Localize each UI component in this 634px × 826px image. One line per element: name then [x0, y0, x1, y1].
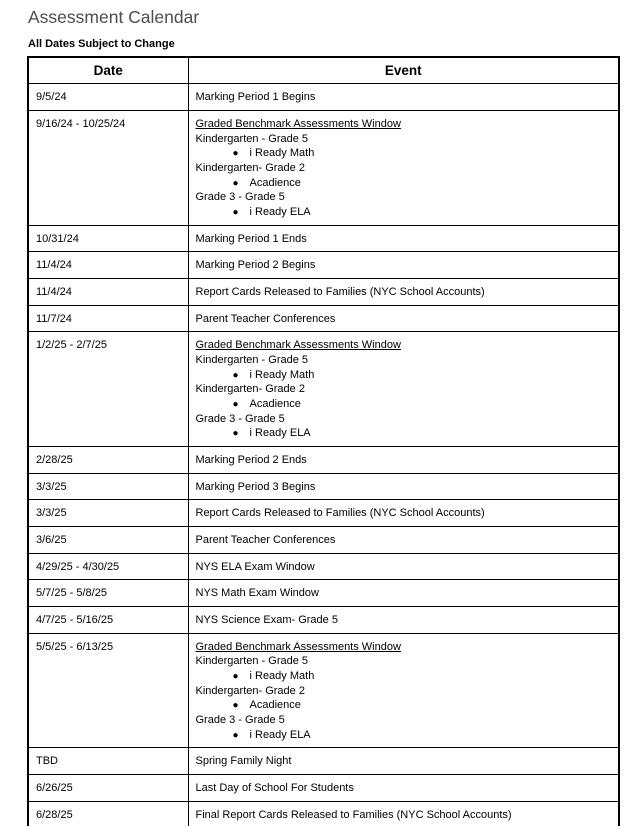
event-text: NYS Science Exam- Grade 5 [195, 614, 338, 627]
bullet-line [196, 368, 612, 383]
event-cell [188, 225, 619, 252]
table-row [28, 473, 619, 500]
event-text: NYS ELA Exam Window [195, 560, 315, 573]
date-cell: 5/7/25 - 5/8/25 [28, 580, 188, 607]
benchmark-heading: Graded Benchmark Assessments Window [195, 339, 401, 352]
table-row [28, 447, 619, 474]
table-row [28, 527, 619, 554]
bullet-line [196, 176, 612, 191]
bullet-line [196, 205, 612, 220]
grade-group-label: Grade 3 - Grade 5 [195, 191, 285, 204]
event-text: Final Report Cards Released to Families (NYC School Accounts) [195, 808, 512, 821]
calendar-table-body [28, 84, 619, 826]
table-row [28, 775, 619, 802]
event-cell [188, 527, 619, 554]
bullet-item-text: Acadience [249, 699, 301, 712]
grade-group-label: Kindergarten - Grade 5 [195, 354, 309, 367]
table-row [28, 332, 619, 447]
bullet-line [196, 728, 612, 743]
bullet-icon: ● [232, 177, 239, 189]
event-cell [188, 775, 619, 802]
bullet-item-text: Acadience [249, 176, 301, 189]
bullet-item-text: i Ready Math [249, 147, 315, 160]
event-cell [188, 607, 619, 634]
table-row [28, 748, 619, 775]
bullet-item-text: i Ready ELA [249, 427, 311, 440]
date-cell: 10/31/24 [28, 225, 188, 252]
assessment-calendar-table [27, 56, 620, 826]
event-cell [188, 447, 619, 474]
event-cell [188, 110, 619, 225]
table-row [28, 500, 619, 527]
bullet-line [196, 146, 612, 161]
bullet-icon: ● [232, 700, 239, 712]
event-cell [188, 633, 619, 748]
event-text: Marking Period 3 Begins [195, 480, 316, 493]
date-cell: 6/28/25 [28, 801, 188, 826]
bullet-item-text: Acadience [249, 398, 301, 411]
event-column-header: Event [188, 57, 619, 84]
bullet-icon: ● [232, 207, 239, 219]
event-text: Marking Period 2 Ends [195, 454, 307, 467]
table-row [28, 633, 619, 748]
date-cell: 11/4/24 [28, 252, 188, 279]
date-cell: 11/4/24 [28, 279, 188, 306]
date-column-header: Date [28, 57, 188, 84]
event-text: Parent Teacher Conferences [195, 312, 336, 325]
event-cell [188, 252, 619, 279]
date-cell: 2/28/25 [28, 447, 188, 474]
table-row [28, 279, 619, 306]
date-cell: 3/3/25 [28, 473, 188, 500]
event-cell [188, 748, 619, 775]
event-cell [188, 473, 619, 500]
bullet-item-text: i Ready Math [249, 368, 315, 381]
event-text: Marking Period 1 Ends [195, 232, 307, 245]
table-row [28, 84, 619, 111]
table-header-row [28, 57, 619, 84]
bullet-icon: ● [232, 148, 239, 160]
event-cell [188, 580, 619, 607]
event-text: Parent Teacher Conferences [195, 534, 336, 547]
event-cell [188, 305, 619, 332]
date-cell: 11/7/24 [28, 305, 188, 332]
date-cell: 5/5/25 - 6/13/25 [28, 633, 188, 748]
benchmark-heading: Graded Benchmark Assessments Window [195, 640, 401, 653]
table-row [28, 252, 619, 279]
event-text: Marking Period 1 Begins [195, 91, 316, 104]
date-cell: 3/3/25 [28, 500, 188, 527]
page-subtitle: All Dates Subject to Change [28, 38, 175, 51]
bullet-line [196, 698, 612, 713]
event-cell [188, 801, 619, 826]
table-row [28, 305, 619, 332]
bullet-icon: ● [232, 428, 239, 440]
event-text: Report Cards Released to Families (NYC School Accounts) [195, 286, 485, 299]
grade-group-label: Kindergarten - Grade 5 [195, 132, 309, 145]
date-cell: 1/2/25 - 2/7/25 [28, 332, 188, 447]
bullet-icon: ● [232, 671, 239, 683]
event-cell [188, 332, 619, 447]
date-cell: TBD [28, 748, 188, 775]
date-cell: 9/16/24 - 10/25/24 [28, 110, 188, 225]
date-cell: 6/26/25 [28, 775, 188, 802]
bullet-line [196, 397, 612, 412]
bullet-icon: ● [232, 729, 239, 741]
table-row [28, 607, 619, 634]
event-cell [188, 553, 619, 580]
table-row [28, 801, 619, 826]
date-cell: 4/29/25 - 4/30/25 [28, 553, 188, 580]
event-cell [188, 500, 619, 527]
table-row [28, 225, 619, 252]
table-row [28, 110, 619, 225]
benchmark-heading: Graded Benchmark Assessments Window [195, 117, 401, 130]
bullet-item-text: i Ready Math [249, 670, 315, 683]
bullet-item-text: i Ready ELA [249, 206, 311, 219]
bullet-line [196, 669, 612, 684]
grade-group-label: Grade 3 - Grade 5 [195, 714, 285, 727]
date-cell: 3/6/25 [28, 527, 188, 554]
grade-group-label: Kindergarten- Grade 2 [195, 162, 305, 174]
event-cell [188, 279, 619, 306]
grade-group-label: Grade 3 - Grade 5 [195, 412, 285, 425]
event-text: Last Day of School For Students [195, 782, 354, 795]
table-row [28, 580, 619, 607]
event-text: Report Cards Released to Families (NYC School Accounts) [195, 507, 485, 520]
event-cell [188, 84, 619, 111]
event-text: Spring Family Night [195, 755, 292, 768]
bullet-item-text: i Ready ELA [249, 728, 311, 741]
page-title: Assessment Calendar [28, 7, 200, 27]
grade-group-label: Kindergarten - Grade 5 [195, 655, 309, 668]
bullet-icon: ● [232, 399, 239, 411]
date-cell: 9/5/24 [28, 84, 188, 111]
event-text: Marking Period 2 Begins [195, 259, 316, 272]
date-cell: 4/7/25 - 5/16/25 [28, 607, 188, 634]
bullet-icon: ● [232, 369, 239, 381]
bullet-line [196, 426, 612, 441]
event-text: NYS Math Exam Window [195, 587, 319, 600]
grade-group-label: Kindergarten- Grade 2 [195, 684, 305, 697]
table-row [28, 553, 619, 580]
grade-group-label: Kindergarten- Grade 2 [195, 383, 305, 396]
